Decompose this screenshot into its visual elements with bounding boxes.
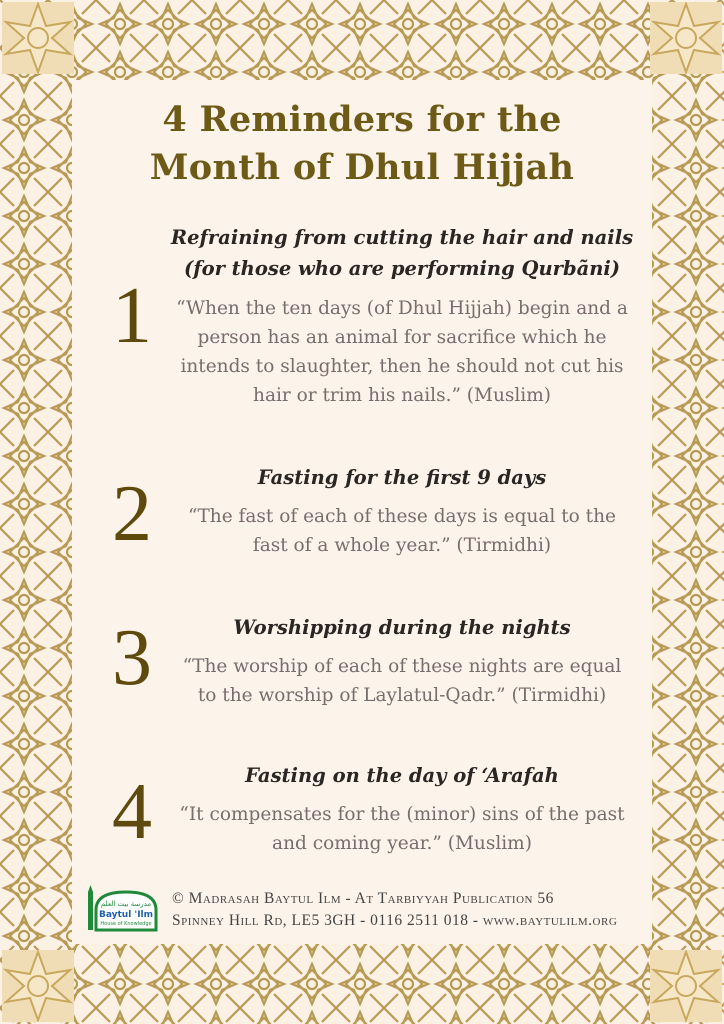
corner-star-ornament bbox=[650, 950, 722, 1022]
corner-star-ornament bbox=[2, 950, 74, 1022]
logo-tagline-text: House of Knowledge bbox=[100, 921, 152, 927]
reminder-number: 1 bbox=[112, 272, 152, 360]
footer-copyright bbox=[172, 888, 648, 932]
quote-line: “It compensates for the (minor) sins of the past bbox=[179, 804, 625, 825]
quote-line: person has an animal for sacrifice which he bbox=[197, 327, 607, 348]
minaret-shape bbox=[88, 892, 93, 930]
reminder-quote bbox=[160, 294, 644, 410]
title-line-2: Month of Dhul Hijjah bbox=[149, 147, 575, 188]
footer-line-1: © Madrasah Baytul Ilm - At Tarbiyyah Publication 56 bbox=[172, 890, 554, 907]
corner-star-ornament bbox=[650, 2, 722, 74]
reminder-heading: Worshipping during the nights bbox=[233, 616, 571, 639]
quote-line: fast of a whole year.” (Tirmidhi) bbox=[252, 535, 552, 556]
quote-line: “The fast of each of these days is equal to the bbox=[188, 506, 616, 527]
reminder-number: 4 bbox=[112, 768, 152, 856]
logo-name-text: Baytul 'Ilm bbox=[98, 910, 154, 920]
quote-line: intends to slaughter, then he should not cut his bbox=[180, 356, 624, 377]
title-line-1: 4 Reminders for the bbox=[162, 99, 562, 140]
quote-line: to the worship of Laylatul-Qadr.” (Tirmidhi) bbox=[197, 685, 607, 706]
content-panel bbox=[72, 80, 652, 944]
quote-line: “When the ten days (of Dhul Hijjah) begin and a bbox=[176, 298, 628, 319]
corner-star-ornament bbox=[2, 2, 74, 74]
reminder-quote bbox=[160, 502, 644, 560]
page-title bbox=[72, 96, 652, 192]
reminder-heading bbox=[164, 222, 640, 284]
reminder-heading: Fasting for the first 9 days bbox=[257, 466, 547, 489]
reminder-heading-line: Refraining from cutting the hair and nails bbox=[170, 226, 634, 249]
quote-line: and coming year.” (Muslim) bbox=[272, 833, 532, 854]
footer-line-2: Spinney Hill Rd, LE5 3GH - 0116 2511 018 - www.baytulilm.org bbox=[172, 912, 618, 929]
reminder-heading: Fasting on the day of ‘Arafah bbox=[245, 764, 559, 787]
reminder-heading-line: (for those who are performing Qurbãni) bbox=[183, 257, 621, 280]
reminder-quote bbox=[160, 652, 644, 710]
reminder-number: 3 bbox=[112, 614, 152, 702]
logo-arabic-text: مدرسة بيت العلم bbox=[100, 900, 152, 908]
reminder-quote bbox=[160, 800, 644, 858]
quote-line: hair or trim his nails.” (Muslim) bbox=[253, 385, 551, 406]
baytul-ilm-logo bbox=[86, 884, 164, 936]
quote-line: “The worship of each of these nights are equal bbox=[182, 656, 622, 677]
reminder-number: 2 bbox=[112, 470, 152, 558]
